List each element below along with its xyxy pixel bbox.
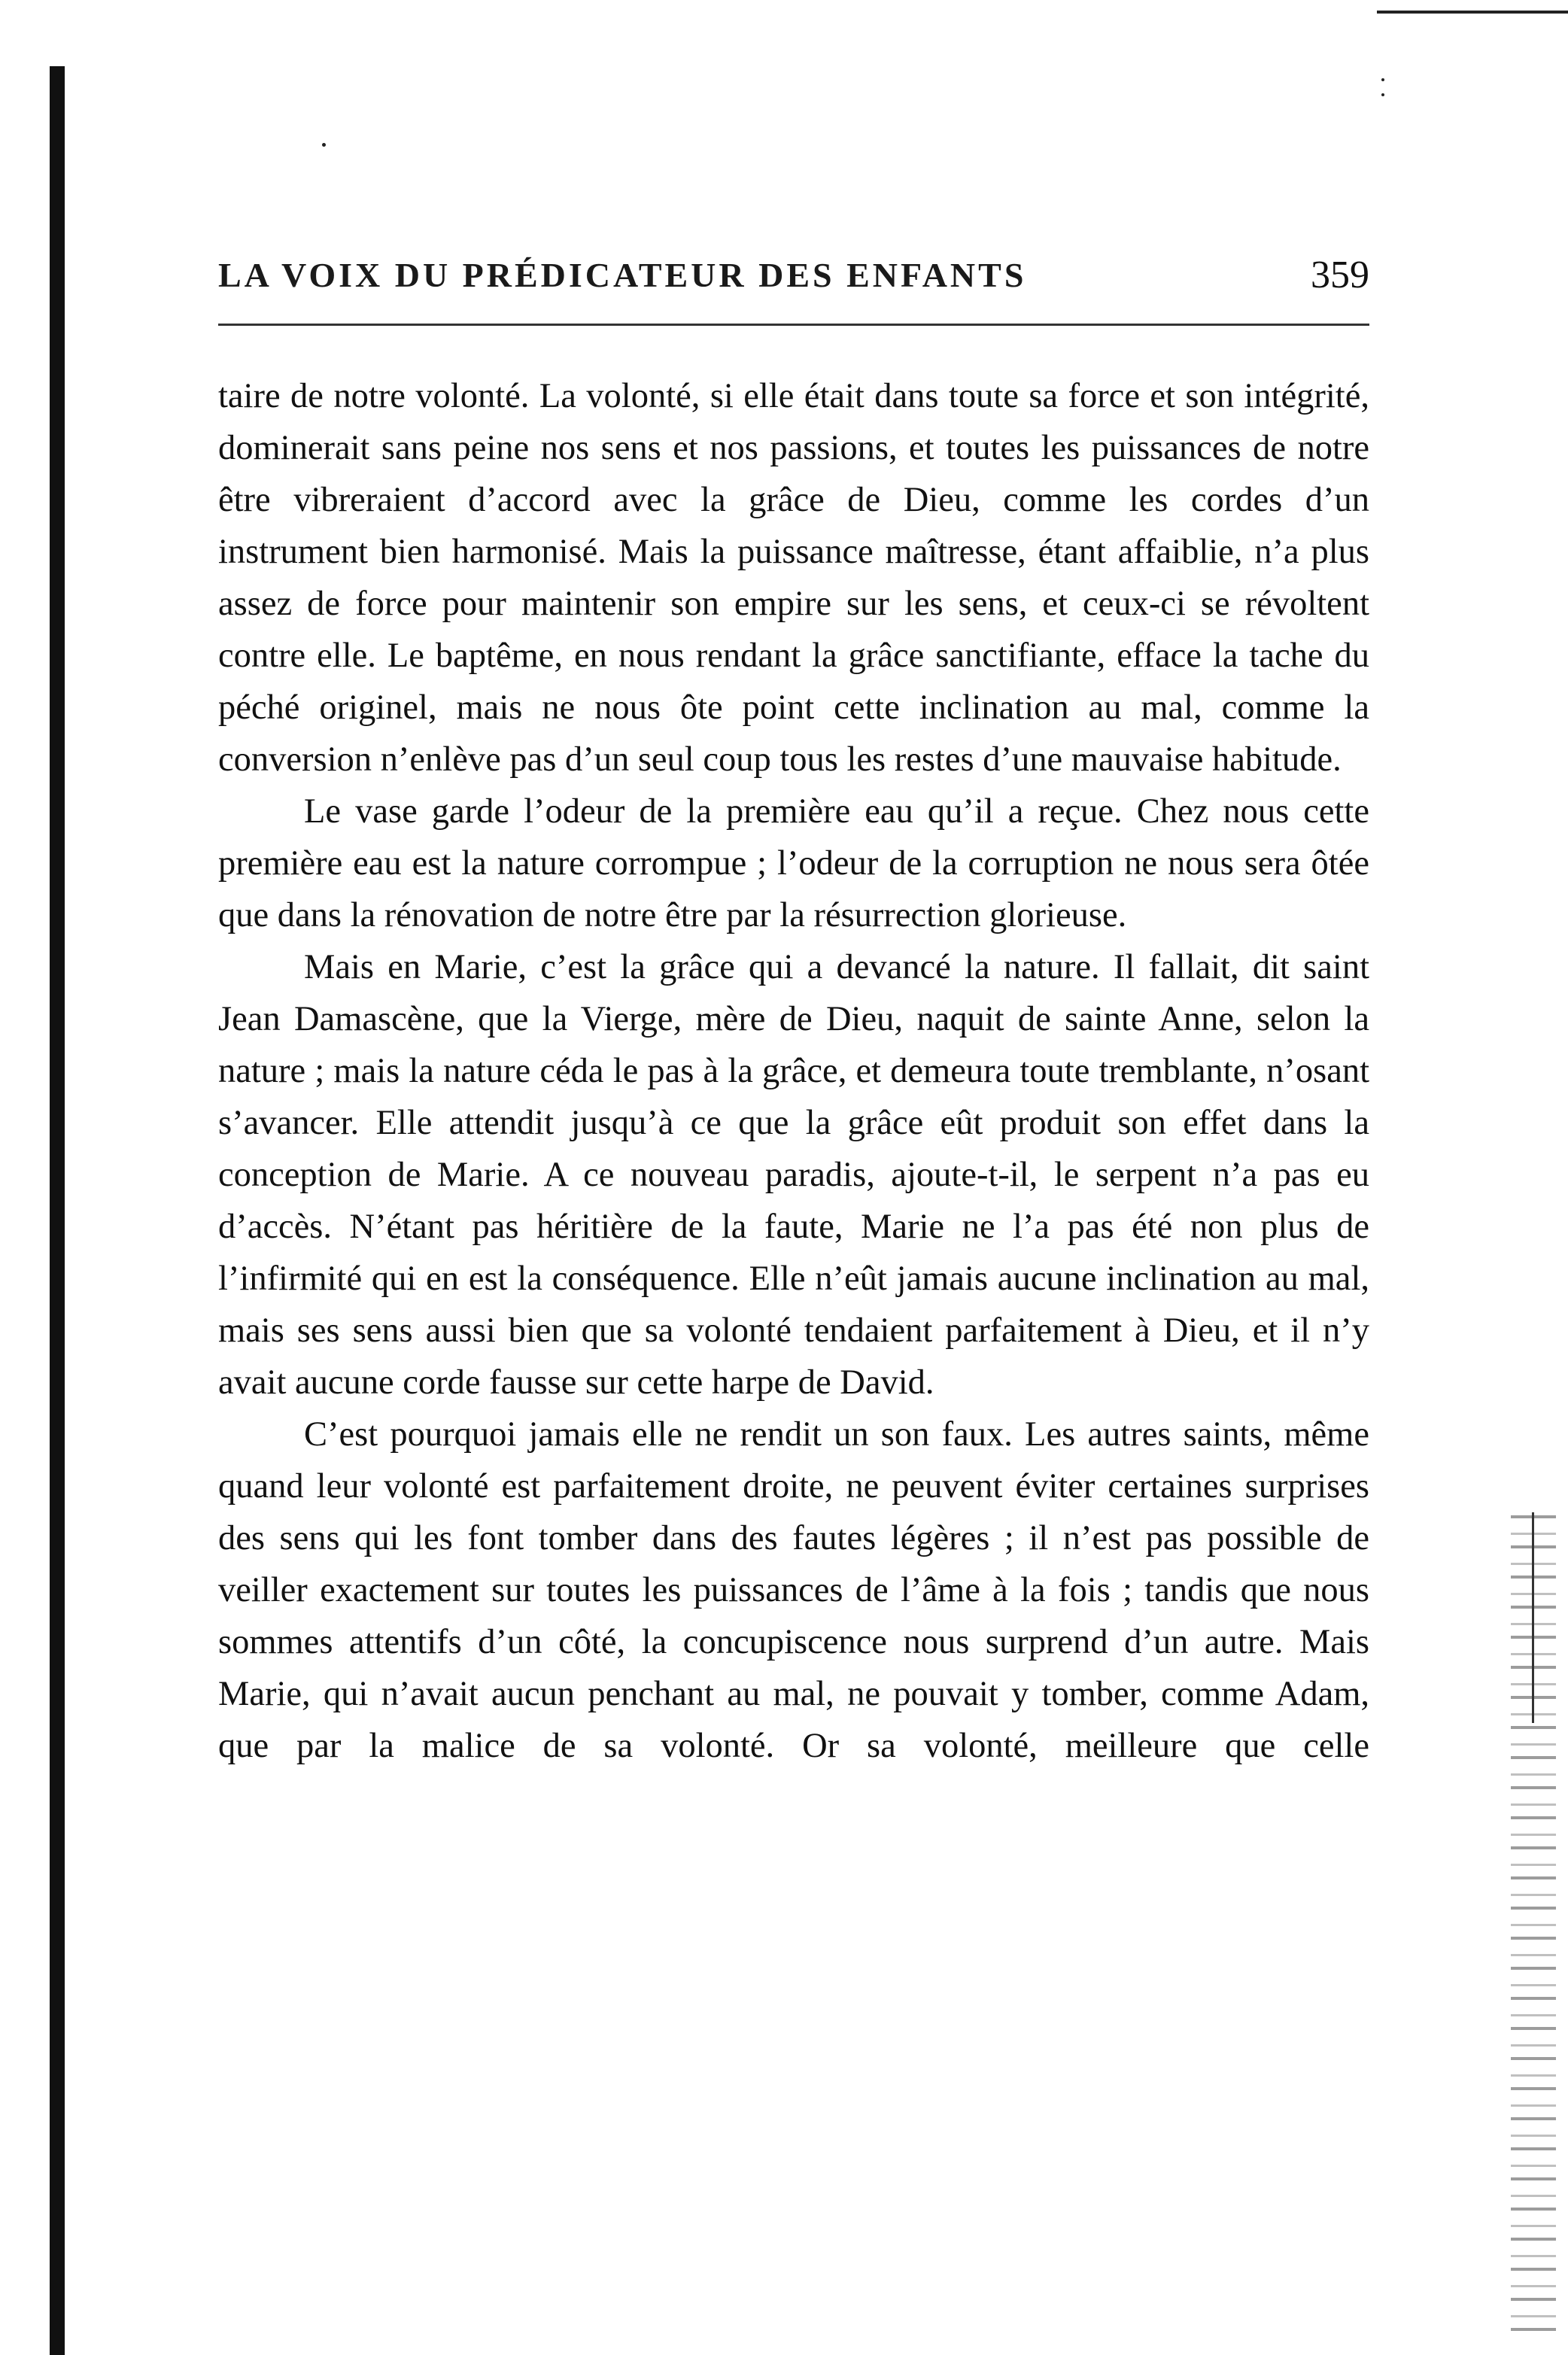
paper-speck (1381, 93, 1384, 96)
paragraph-3: Mais en Marie, c’est la grâce qui a devancé la nature. Il fallait, dit saint Jean Damascène, que la Vierge, mère de Dieu, naquit de sainte Anne, selon la nature ; mais la nature céda le pas à la grâce, et demeura toute tremblante, n’osant s’avancer. Elle attendit jusqu’à ce que la grâce eût produit son effet dans la conception de Marie. A ce nouveau paradis, ajoute-t-il, le serpent n’a pas eu d’accès. N’étant pas héritière de la faute, Marie ne l’a pas été non plus de l’infirmité qui en est la conséquence. Elle n’eût jamais aucune inclination au mal, mais ses sens aussi bien que sa volonté tendaient parfaitement à Dieu, et il n’y avait aucune corde fausse sur cette harpe de David. (218, 948, 1369, 1402)
running-title: LA VOIX DU PRÉDICATEUR DES ENFANTS (218, 255, 1027, 294)
top-edge-rule (1377, 11, 1568, 14)
header-rule (218, 324, 1369, 326)
paragraph-1: taire de notre volonté. La volonté, si elle était dans toute sa force et son intégrité, dominerait sans peine nos sens et nos passions, et toutes les puissances de notre être vibreraient d’accord avec la grâce de Dieu, comme les cordes d’un instrument bien harmonisé. Mais la puissance maîtresse, étant affaiblie, n’a plus assez de force pour maintenir son empire sur les sens, et ceux-ci se révoltent contre elle. Le baptême, en nous rendant la grâce sanctifiante, efface la tache du péché originel, mais ne nous ôte point cette inclination au mal, comme la conversion n’enlève pas d’un seul coup tous les restes d’une mauvaise habitude. (218, 377, 1369, 779)
paper-speck (322, 143, 326, 147)
paper-speck (1381, 78, 1384, 81)
paragraph-4: C’est pourquoi jamais elle ne rendit un son faux. Les autres saints, même quand leur volonté est parfaitement droite, ne peuvent éviter certaines surprises des sens qui les font tomber dans des fautes légères ; il n’est pas possible de veiller exactement sur toutes les puissances de l’âme à la fois ; tandis que nous sommes attentifs d’un côté, la concupiscence nous surprend d’un autre. Mais Marie, qui n’avait aucun penchant au mal, ne pouvait y tomber, comme Adam, que par la malice de sa volonté. Or sa volonté, meilleure que celle (218, 1415, 1369, 1765)
binding-edge-shadow (50, 66, 65, 2355)
page-number: 359 (1311, 253, 1369, 296)
margin-scan-line (1532, 1512, 1534, 1723)
running-head (218, 248, 1369, 301)
paragraph-2: Le vase garde l’odeur de la première eau qu’il a reçue. Chez nous cette première eau est la nature corrompue ; l’odeur de la corruption ne nous sera ôtée que dans la rénovation de notre être par la résurrection glorieuse. (218, 792, 1369, 934)
body-text (218, 370, 1369, 1772)
